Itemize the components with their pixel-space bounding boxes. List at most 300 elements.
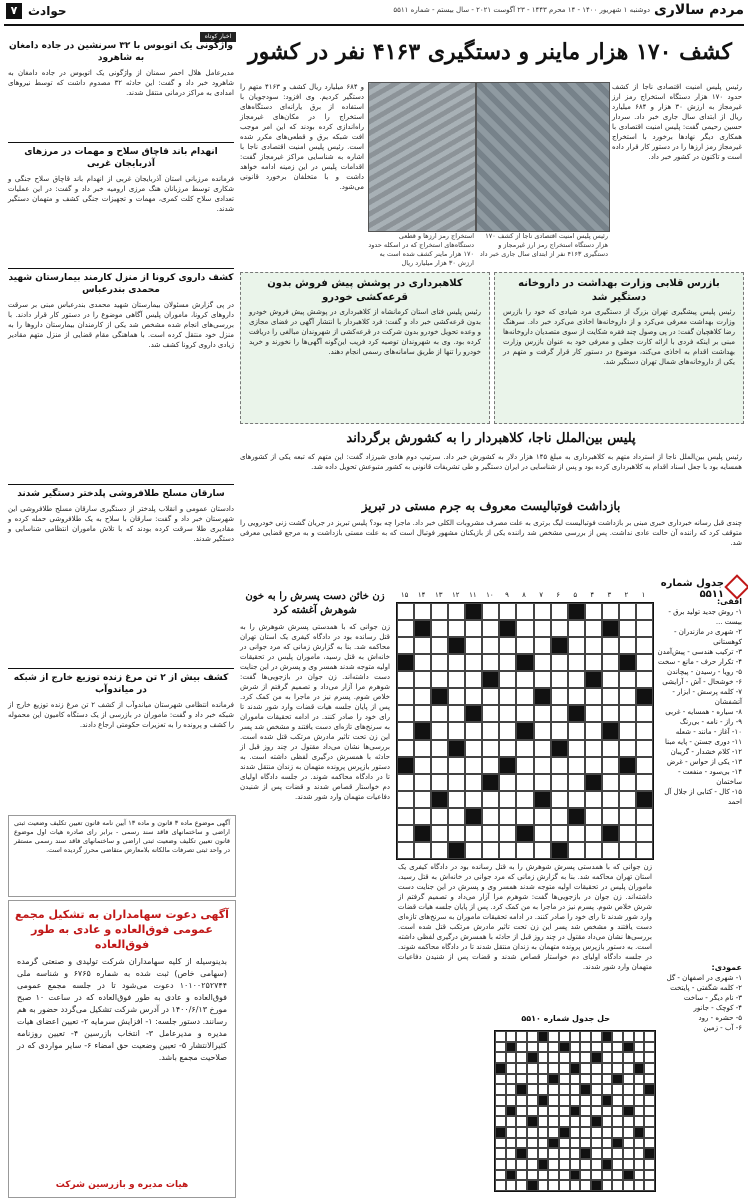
solution-cell bbox=[644, 1095, 655, 1106]
crossword-cell[interactable] bbox=[414, 842, 431, 859]
solution-cell bbox=[559, 1031, 570, 1042]
solution-cell bbox=[516, 1106, 527, 1117]
photo-caption-left: استخراج رمز ارزها و قطعی دستگاه‌های استخراج که در اسکله حدود ۱۷۰ هزار ماینر کشف شده است به ارزش ۳۰ هزار میلیارد ریال bbox=[368, 232, 474, 267]
crossword-cell[interactable] bbox=[465, 637, 482, 654]
crossword-cell[interactable] bbox=[585, 688, 602, 705]
solution-cell bbox=[612, 1063, 623, 1074]
crossword-cell[interactable] bbox=[499, 603, 516, 620]
solution-cell bbox=[623, 1084, 634, 1095]
crossword-cell[interactable] bbox=[602, 705, 619, 722]
solution-cell bbox=[580, 1052, 591, 1063]
crossword-cell[interactable] bbox=[568, 791, 585, 808]
solution-cell bbox=[548, 1116, 559, 1127]
crossword-cell[interactable] bbox=[585, 757, 602, 774]
brand-name: مردم سالاری bbox=[653, 2, 744, 18]
crossword-cell[interactable] bbox=[516, 774, 533, 791]
solution-cell bbox=[612, 1084, 623, 1095]
crossword-cell[interactable] bbox=[414, 671, 431, 688]
crossword-down-clues bbox=[656, 962, 742, 1196]
crossword-across-clues bbox=[656, 596, 742, 956]
crossword-cell[interactable] bbox=[551, 774, 568, 791]
crossword-cell[interactable] bbox=[465, 688, 482, 705]
mining-photo-right bbox=[476, 82, 610, 232]
crossword-cell[interactable] bbox=[585, 637, 602, 654]
crossword-cell[interactable] bbox=[397, 603, 414, 620]
crossword-cell[interactable] bbox=[534, 705, 551, 722]
crossword-cell[interactable] bbox=[534, 740, 551, 757]
crossword-cell[interactable] bbox=[619, 825, 636, 842]
crossword-cell[interactable] bbox=[431, 757, 448, 774]
solution-cell bbox=[516, 1063, 527, 1074]
crossword-cell[interactable] bbox=[482, 740, 499, 757]
crossword-column-numbers bbox=[396, 590, 652, 600]
crossword-cell[interactable] bbox=[414, 740, 431, 757]
solution-black-cell bbox=[495, 1127, 506, 1138]
crossword-cell[interactable] bbox=[448, 757, 465, 774]
crossword-cell[interactable] bbox=[499, 688, 516, 705]
solution-cell bbox=[559, 1170, 570, 1181]
crossword-cell[interactable] bbox=[534, 825, 551, 842]
solution-cell bbox=[495, 1084, 506, 1095]
crossword-cell[interactable] bbox=[585, 705, 602, 722]
crossword-cell[interactable] bbox=[619, 688, 636, 705]
crossword-cell[interactable] bbox=[414, 705, 431, 722]
crossword-cell[interactable] bbox=[465, 757, 482, 774]
crossword-cell[interactable] bbox=[636, 671, 653, 688]
crossword-cell[interactable] bbox=[482, 637, 499, 654]
crossword-cell[interactable] bbox=[499, 671, 516, 688]
solution-cell bbox=[538, 1106, 549, 1117]
crossword-cell[interactable] bbox=[636, 825, 653, 842]
crossword-cell[interactable] bbox=[534, 654, 551, 671]
solution-cell bbox=[580, 1159, 591, 1170]
crossword-cell[interactable] bbox=[619, 791, 636, 808]
crossword-cell[interactable] bbox=[482, 603, 499, 620]
solution-cell bbox=[634, 1106, 645, 1117]
crossword-cell[interactable] bbox=[482, 842, 499, 859]
crossword-cell[interactable] bbox=[516, 671, 533, 688]
sidebar-item-3-text: در پی گزارش مسئولان بیمارستان شهید محمدی بندرعباس مبنی بر سرقت داروهای کرونا، ماموران پلیس آگاهی موضوع را در دستور کار قرار دادند. با بررسی‌های انجام شده مشخص شد یکی از کارمندان بیمارستان داروها را به منزل خود منتقل کرده است. با هماهنگی مقام قضایی از منزل متهم مقادیر زیادی داروی کرونا کشف شد. bbox=[8, 301, 234, 349]
crossword-cell[interactable] bbox=[448, 688, 465, 705]
crossword-cell[interactable] bbox=[499, 654, 516, 671]
mining-photo-left bbox=[368, 82, 476, 232]
crossword-cell[interactable] bbox=[431, 842, 448, 859]
crossword-cell[interactable] bbox=[431, 671, 448, 688]
crossword-cell[interactable] bbox=[551, 654, 568, 671]
crossword-cell[interactable] bbox=[619, 722, 636, 739]
crossword-cell[interactable] bbox=[448, 620, 465, 637]
crossword-cell[interactable] bbox=[585, 740, 602, 757]
solution-cell bbox=[580, 1095, 591, 1106]
solution-cell bbox=[506, 1095, 517, 1106]
crossword-cell[interactable] bbox=[585, 654, 602, 671]
crossword-cell[interactable] bbox=[568, 688, 585, 705]
crossword-cell[interactable] bbox=[534, 603, 551, 620]
solution-cell bbox=[506, 1116, 517, 1127]
crossword-cell[interactable] bbox=[482, 620, 499, 637]
crossword-cell[interactable] bbox=[551, 603, 568, 620]
crossword-cell[interactable] bbox=[636, 637, 653, 654]
crossword-cell[interactable] bbox=[551, 825, 568, 842]
crossword-black-cell bbox=[568, 603, 585, 620]
solution-black-cell bbox=[623, 1170, 634, 1181]
solution-cell bbox=[580, 1042, 591, 1053]
crossword-cell[interactable] bbox=[534, 774, 551, 791]
across-clue: ۱۴- بی‌سود - منفعت - ساختمان bbox=[677, 768, 742, 786]
crossword-cell[interactable] bbox=[448, 774, 465, 791]
crossword-cell[interactable] bbox=[448, 603, 465, 620]
crossword-cell[interactable] bbox=[414, 688, 431, 705]
solution-black-cell bbox=[516, 1148, 527, 1159]
crossword-cell[interactable] bbox=[499, 705, 516, 722]
solution-cell bbox=[644, 1052, 655, 1063]
crossword-cell[interactable] bbox=[431, 705, 448, 722]
crossword-cell[interactable] bbox=[636, 654, 653, 671]
solution-cell bbox=[495, 1138, 506, 1149]
crossword-cell[interactable] bbox=[602, 637, 619, 654]
down-clue: ۱- شهری در اصفهان - گل bbox=[666, 974, 742, 982]
solution-cell bbox=[548, 1095, 559, 1106]
crossword-cell[interactable] bbox=[619, 740, 636, 757]
solution-cell bbox=[506, 1127, 517, 1138]
solution-cell bbox=[623, 1138, 634, 1149]
crossword-cell[interactable] bbox=[397, 808, 414, 825]
crossword-cell[interactable] bbox=[465, 791, 482, 808]
crossword-cell[interactable] bbox=[636, 620, 653, 637]
solution-black-cell bbox=[602, 1159, 613, 1170]
crossword-cell[interactable] bbox=[397, 722, 414, 739]
crossword-cell[interactable] bbox=[619, 603, 636, 620]
crossword-cell[interactable] bbox=[551, 722, 568, 739]
crossword-cell[interactable] bbox=[448, 654, 465, 671]
crossword-cell[interactable] bbox=[482, 791, 499, 808]
crossword-cell[interactable] bbox=[397, 791, 414, 808]
crossword-cell[interactable] bbox=[482, 722, 499, 739]
main-headline: کشف ۱۷۰ هزار ماینر و دستگیری ۴۱۶۳ نفر در کشور bbox=[248, 39, 732, 65]
solution-black-cell bbox=[516, 1084, 527, 1095]
crossword-cell[interactable] bbox=[534, 620, 551, 637]
crossword-black-cell bbox=[551, 637, 568, 654]
solution-cell bbox=[559, 1148, 570, 1159]
crossword-black-cell bbox=[414, 825, 431, 842]
crossword-cell[interactable] bbox=[636, 722, 653, 739]
crossword-cell[interactable] bbox=[482, 654, 499, 671]
crossword-cell[interactable] bbox=[619, 774, 636, 791]
crossword-cell[interactable] bbox=[568, 774, 585, 791]
crossword-cell[interactable] bbox=[499, 722, 516, 739]
crossword-cell[interactable] bbox=[534, 808, 551, 825]
crossword-cell[interactable] bbox=[516, 740, 533, 757]
page-number: ۷ bbox=[6, 3, 22, 19]
crossword-cell[interactable] bbox=[568, 722, 585, 739]
crossword-cell[interactable] bbox=[397, 774, 414, 791]
crossword-cell[interactable] bbox=[499, 791, 516, 808]
box-fake-inspector bbox=[494, 272, 744, 424]
crossword-cell[interactable] bbox=[516, 603, 533, 620]
crossword-cell[interactable] bbox=[414, 637, 431, 654]
crossword-cell[interactable] bbox=[516, 842, 533, 859]
crossword-cell[interactable] bbox=[397, 842, 414, 859]
sidebar-item-2-title: انهدام باند قاچاق سلاح و مهمات در مرزهای آذربایجان غربی bbox=[24, 147, 218, 169]
crossword-cell[interactable] bbox=[482, 825, 499, 842]
solution-cell bbox=[623, 1159, 634, 1170]
crossword-cell[interactable] bbox=[636, 603, 653, 620]
crossword-cell[interactable] bbox=[568, 825, 585, 842]
crossword-cell[interactable] bbox=[636, 808, 653, 825]
solution-cell bbox=[591, 1138, 602, 1149]
crossword-cell[interactable] bbox=[568, 620, 585, 637]
crossword-cell[interactable] bbox=[619, 671, 636, 688]
crossword-cell[interactable] bbox=[465, 620, 482, 637]
crossword-cell[interactable] bbox=[516, 808, 533, 825]
solution-cell bbox=[527, 1106, 538, 1117]
solution-black-cell bbox=[580, 1084, 591, 1095]
solution-cell bbox=[634, 1148, 645, 1159]
crossword-cell[interactable] bbox=[636, 740, 653, 757]
solution-cell bbox=[634, 1042, 645, 1053]
solution-cell bbox=[538, 1116, 549, 1127]
crossword-cell[interactable] bbox=[551, 757, 568, 774]
crossword-cell[interactable] bbox=[636, 757, 653, 774]
crossword-cell[interactable] bbox=[619, 637, 636, 654]
crossword-cell[interactable] bbox=[602, 757, 619, 774]
solution-cell bbox=[634, 1116, 645, 1127]
crossword-cell[interactable] bbox=[431, 654, 448, 671]
crossword-cell[interactable] bbox=[585, 825, 602, 842]
crossword-cell[interactable] bbox=[431, 808, 448, 825]
crossword-cell[interactable] bbox=[551, 808, 568, 825]
crossword-cell[interactable] bbox=[499, 740, 516, 757]
photo-caption-right: رئیس پلیس امنیت اقتصادی ناجا از کشف ۱۷۰ هزار دستگاه استخراج رمز ارز غیرمجاز و دستگیری ۴۱۶۳ نفر از ابتدای سال جاری خبر داد bbox=[479, 232, 608, 258]
crossword-cell[interactable] bbox=[482, 705, 499, 722]
football-text: چندی قبل رسانه خبرداری خبری مبنی بر بازداشت فوتبالیست لیگ برتری به علت مصرف مشروبات الکلی خبر داد. ماجرا چه بود؟ پلیس تبریز در جریان گشت زنی خودرویی را متوقف کرد که راننده آن حالت عادی نداشت. پس از بررسی مشخص شد راننده یکی از بازیکنان مشهور فوتبال است که به علت مستی بازداشت و به مرجع قضایی معرفی شد. bbox=[240, 519, 742, 547]
solution-cell bbox=[612, 1170, 623, 1181]
crossword-cell[interactable] bbox=[397, 671, 414, 688]
crossword-black-cell bbox=[619, 654, 636, 671]
solution-black-cell bbox=[644, 1084, 655, 1095]
crossword-cell[interactable] bbox=[602, 842, 619, 859]
solution-cell bbox=[548, 1170, 559, 1181]
crossword-cell[interactable] bbox=[534, 637, 551, 654]
crossword-cell[interactable] bbox=[414, 774, 431, 791]
crossword-cell[interactable] bbox=[397, 825, 414, 842]
crossword-cell[interactable] bbox=[431, 774, 448, 791]
crossword-cell[interactable] bbox=[516, 705, 533, 722]
crossword-cell[interactable] bbox=[397, 688, 414, 705]
crossword-black-cell bbox=[448, 637, 465, 654]
solution-cell bbox=[612, 1116, 623, 1127]
crossword-cell[interactable] bbox=[397, 637, 414, 654]
crossword-cell[interactable] bbox=[585, 791, 602, 808]
solution-cell bbox=[634, 1138, 645, 1149]
crossword-cell[interactable] bbox=[448, 671, 465, 688]
crossword-column-number: ۴ bbox=[590, 591, 595, 599]
crossword-cell[interactable] bbox=[414, 603, 431, 620]
crossword-cell[interactable] bbox=[551, 671, 568, 688]
solution-cell bbox=[602, 1148, 613, 1159]
crossword-cell[interactable] bbox=[397, 705, 414, 722]
solution-cell bbox=[602, 1084, 613, 1095]
solution-cell bbox=[538, 1084, 549, 1095]
crossword-cell[interactable] bbox=[602, 603, 619, 620]
crossword-cell[interactable] bbox=[414, 791, 431, 808]
crossword-cell[interactable] bbox=[619, 842, 636, 859]
crossword-cell[interactable] bbox=[534, 722, 551, 739]
crossword-cell[interactable] bbox=[499, 637, 516, 654]
crossword-cell[interactable] bbox=[568, 637, 585, 654]
crossword-cell[interactable] bbox=[585, 808, 602, 825]
crossword-cell[interactable] bbox=[602, 671, 619, 688]
solution-cell bbox=[495, 1148, 506, 1159]
crossword-cell[interactable] bbox=[482, 808, 499, 825]
crossword-cell[interactable] bbox=[465, 722, 482, 739]
solution-cell bbox=[527, 1084, 538, 1095]
solution-cell bbox=[506, 1159, 517, 1170]
crossword-cell[interactable] bbox=[619, 620, 636, 637]
crossword-cell[interactable] bbox=[568, 671, 585, 688]
crossword-cell[interactable] bbox=[516, 688, 533, 705]
crossword-cell[interactable] bbox=[602, 688, 619, 705]
solution-grid bbox=[494, 1030, 656, 1192]
sidebar-item-2-text: فرمانده مرزبانی استان آذربایجان غربی از انهدام باند قاچاق سلاح جنگی و شکاری توسط مرزبانان هنگ مرزی ارومیه خبر داد و گفت: در این عملیات تعدادی سلاح کلت کمری، مهمات و تجهیزات جنگی کشف و متهمان دستگیر شدند. bbox=[8, 175, 234, 213]
crossword-cell[interactable] bbox=[431, 740, 448, 757]
crossword-cell[interactable] bbox=[568, 654, 585, 671]
interpol-text: رئیس پلیس بین‌الملل ناجا از استرداد متهم به کلاهبرداری به مبلغ ۱۴۵ هزار دلار به کشورش خبر داد. سرتیپ دوم هادی شیرزاد گفت: این متهم که تبعه یکی از کشورهای همسایه بود با جعل اسناد اقدام به کلاهبرداری کرده بود و پس از شناسایی در ایران دستگیر و طی تشریفات قانونی به کشور متبوعش تحویل داده شد. bbox=[240, 453, 742, 471]
dateline: دوشنبه ۱ شهریور ۱۴۰۰ - ۱۴ محرم ۱۴۴۳ - ۲۳ آگوست ۲۰۲۱ - سال بیستم - شماره ۵۵۱۱ bbox=[393, 6, 650, 14]
crossword-cell[interactable] bbox=[448, 705, 465, 722]
crossword-cell[interactable] bbox=[568, 740, 585, 757]
down-list bbox=[656, 973, 742, 1033]
solution-cell bbox=[644, 1042, 655, 1053]
solution-cell bbox=[580, 1106, 591, 1117]
solution-cell bbox=[548, 1106, 559, 1117]
crossword-cell[interactable] bbox=[551, 620, 568, 637]
crossword-cell[interactable] bbox=[516, 757, 533, 774]
solution-black-cell bbox=[570, 1106, 581, 1117]
across-clue: ۳- ترکیب هندسی - پیش‌آمدن bbox=[657, 648, 742, 656]
crossword-cell[interactable] bbox=[465, 671, 482, 688]
crossword-cell[interactable] bbox=[448, 808, 465, 825]
solution-cell bbox=[527, 1159, 538, 1170]
crossword-cell[interactable] bbox=[516, 637, 533, 654]
crossword-cell[interactable] bbox=[534, 842, 551, 859]
crossword-cell[interactable] bbox=[516, 791, 533, 808]
sidebar-item-3-title: کشف داروی کرونا از منزل کارمند بیمارستان شهید محمدی بندرعباس bbox=[8, 273, 234, 295]
crossword-cell[interactable] bbox=[499, 825, 516, 842]
crossword-cell[interactable] bbox=[602, 774, 619, 791]
solution-cell bbox=[516, 1127, 527, 1138]
crossword-cell[interactable] bbox=[602, 808, 619, 825]
solution-cell bbox=[623, 1063, 634, 1074]
crossword-cell[interactable] bbox=[602, 654, 619, 671]
crossword-column-number: ۷ bbox=[539, 591, 543, 599]
crossword-cell[interactable] bbox=[448, 722, 465, 739]
crossword-cell[interactable] bbox=[534, 671, 551, 688]
crossword-cell[interactable] bbox=[482, 688, 499, 705]
crossword-cell[interactable] bbox=[431, 825, 448, 842]
crossword-cell[interactable] bbox=[636, 705, 653, 722]
crossword-cell[interactable] bbox=[465, 740, 482, 757]
solution-cell bbox=[527, 1138, 538, 1149]
solution-cell bbox=[516, 1042, 527, 1053]
crossword-cell[interactable] bbox=[619, 808, 636, 825]
crossword-cell[interactable] bbox=[397, 620, 414, 637]
solution-cell bbox=[570, 1116, 581, 1127]
crossword-cell[interactable] bbox=[465, 842, 482, 859]
solution-cell bbox=[538, 1127, 549, 1138]
solution-black-cell bbox=[527, 1052, 538, 1063]
crossword-cell[interactable] bbox=[636, 842, 653, 859]
crossword-cell[interactable] bbox=[499, 842, 516, 859]
crossword-cell[interactable] bbox=[516, 620, 533, 637]
crossword-cell[interactable] bbox=[397, 740, 414, 757]
crossword-black-cell bbox=[602, 825, 619, 842]
crossword-black-cell bbox=[534, 791, 551, 808]
crossword-cell[interactable] bbox=[568, 757, 585, 774]
crossword-cell[interactable] bbox=[499, 774, 516, 791]
solution-black-cell bbox=[506, 1170, 517, 1181]
solution-black-cell bbox=[506, 1042, 517, 1053]
crossword-cell[interactable] bbox=[534, 757, 551, 774]
crossword-cell[interactable] bbox=[448, 791, 465, 808]
crossword-cell[interactable] bbox=[414, 654, 431, 671]
crossword-cell[interactable] bbox=[431, 722, 448, 739]
solution-cell bbox=[591, 1074, 602, 1085]
solution-black-cell bbox=[538, 1159, 549, 1170]
crossword-cell[interactable] bbox=[431, 637, 448, 654]
crossword-column-number: ۵ bbox=[573, 591, 578, 599]
crossword-cell[interactable] bbox=[551, 705, 568, 722]
solution-cell bbox=[623, 1095, 634, 1106]
crossword-cell[interactable] bbox=[551, 688, 568, 705]
crossword-cell[interactable] bbox=[585, 620, 602, 637]
crossword-cell[interactable] bbox=[414, 757, 431, 774]
crossword-cell[interactable] bbox=[465, 825, 482, 842]
crossword-cell[interactable] bbox=[499, 808, 516, 825]
crossword-cell[interactable] bbox=[431, 603, 448, 620]
crossword-column-number: ۹ bbox=[505, 591, 509, 599]
crossword-black-cell bbox=[585, 671, 602, 688]
solution-cell bbox=[527, 1095, 538, 1106]
solution-cell bbox=[591, 1063, 602, 1074]
crossword-cell[interactable] bbox=[551, 791, 568, 808]
crossword-cell[interactable] bbox=[414, 808, 431, 825]
crossword-cell[interactable] bbox=[602, 740, 619, 757]
solution-cell bbox=[602, 1106, 613, 1117]
solution-cell bbox=[559, 1063, 570, 1074]
crossword-cell[interactable] bbox=[602, 791, 619, 808]
solution-cell bbox=[570, 1138, 581, 1149]
crossword-cell[interactable] bbox=[465, 774, 482, 791]
crossword-cell[interactable] bbox=[568, 842, 585, 859]
crossword-cell[interactable] bbox=[482, 757, 499, 774]
crossword-column-number: ۱۵ bbox=[400, 591, 409, 599]
solution-cell bbox=[580, 1180, 591, 1191]
crossword-cell[interactable] bbox=[585, 722, 602, 739]
crossword-cell[interactable] bbox=[465, 654, 482, 671]
crossword-cell[interactable] bbox=[585, 603, 602, 620]
solution-cell bbox=[527, 1170, 538, 1181]
solution-cell bbox=[548, 1084, 559, 1095]
crossword-cell[interactable] bbox=[448, 825, 465, 842]
crossword-cell[interactable] bbox=[636, 774, 653, 791]
crossword-black-cell bbox=[636, 688, 653, 705]
solution-cell bbox=[506, 1052, 517, 1063]
crossword-cell[interactable] bbox=[619, 705, 636, 722]
crossword-cell[interactable] bbox=[431, 620, 448, 637]
crossword-cell[interactable] bbox=[585, 842, 602, 859]
crossword-black-cell bbox=[499, 757, 516, 774]
